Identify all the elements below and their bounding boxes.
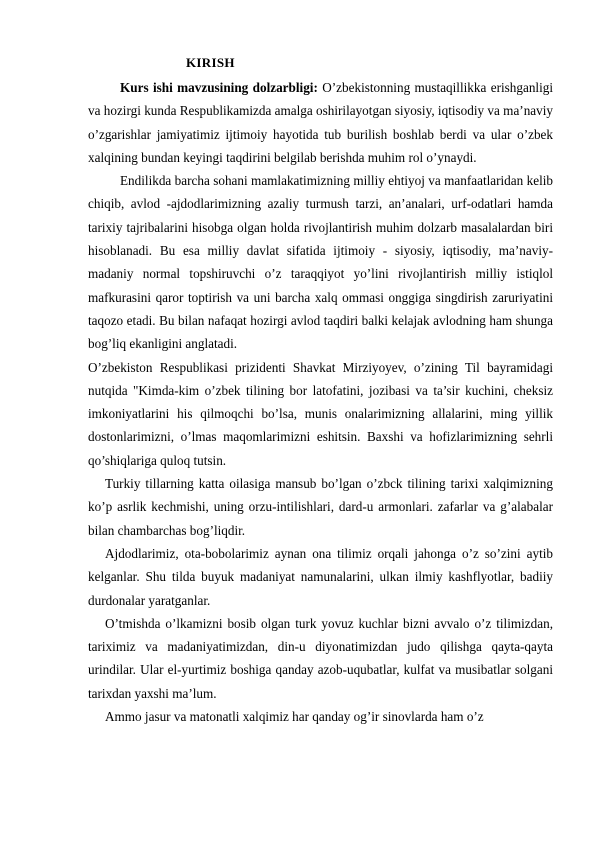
paragraph: Endilikda barcha sohani mamlakatimizning milliy ehtiyoj va manfaatlaridan kelib chiqib, avlod -ajdodlarimizning azaliy turmush tarzi, an’analari, urf-odatlari hamda tarixiy tajribalarini hisobga olgan holda rivojlantirish muhim dolzarb masalalardan biri hisoblanadi. Bu esa milliy davlat sifatida ijtimoiy - siyosiy, iqtisodiy, ma’naviy-madaniy normal topshiruvchi o’z taraqqiyot yo’lini rivojlantirish milliy istiqlol mafkurasini qaror toptirish va uni barcha xalq ommasi onggiga singdirish zaruriyatini taqozo etadi. Bu bilan nafaqat hozirgi avlod taqdiri balki kelajak avlodning ham shunga bog’liq ekanligini anglatadi. <box>88 173 553 352</box>
document-body <box>88 76 553 728</box>
paragraph: Ammo jasur va matonatli xalqimiz har qanday og’ir sinovlarda ham o’z <box>105 709 484 725</box>
paragraph: Turkiy tillarning katta oilasiga mansub bo’lgan o’zbck tilining tarixi xalqimizning ko’p asrlik kechmishi, uning orzu-intilishlari, dard-u armonlari. zafarlar va g’alabalar bilan chambarchas bog’liqdir. <box>88 476 553 538</box>
paragraph: O’zbekiston Respublikasi prizidenti Shavkat Mirziyoyev, o’zining Til bayramidagi nutqida "Kimda-kim o’zbek tilining bor latofatini, jozibasi va ta’sir kuchini, cheksiz imkoniyatlarini his qilmoqchi bo’lsa, munis onalarimizning allalarini, ming yillik dostonlarimizni, o’lmas maqomlarimizni eshitsin. Baxshi va hofizlarimizning sehrli qo’shiqlariga quloq tutsin. <box>88 359 553 468</box>
paragraph: O’tmishda o’lkamizni bosib olgan turk yovuz kuchlar bizni avvalo o’z tilimizdan, tariximiz va madaniyatimizdan, din-u diyonatimizdan judo qilishga qayta-qayta urindilar. Ular el-yurtimiz boshiga qanday azob-uqubatlar, kulfat va musibatlar solgani tarixdan yaxshi ma’lum. <box>88 615 553 701</box>
section-heading: KIRISH <box>186 55 235 70</box>
paragraph-lead-label: Kurs ishi mavzusining dolzarbligi: <box>120 80 318 95</box>
paragraph-text: O’zbekistonning mustaqillikka erishganligi va hozirgi kunda Respublikamizda amalga oshirilayotgan siyosiy, iqtisodiy va ma’naviy o’zgarishlar jamiyatimiz ijtimoiy hayotida tub burilish boshlab berdi va ular o’zbek xalqining bundan keyingi taqdirini belgilab berishda muhim rol o’ynaydi. <box>88 80 553 165</box>
paragraph-relevance <box>88 76 553 169</box>
paragraph: Ajdodlarimiz, ota-bobolarimiz aynan ona tilimiz orqali jahonga o’z so’zini aytib kelganlar. Shu tilda buyuk madaniyat namunalarini, ulkan ilmiy kashflyotlar, badiiy durdonalar yaratganlar. <box>88 545 553 608</box>
